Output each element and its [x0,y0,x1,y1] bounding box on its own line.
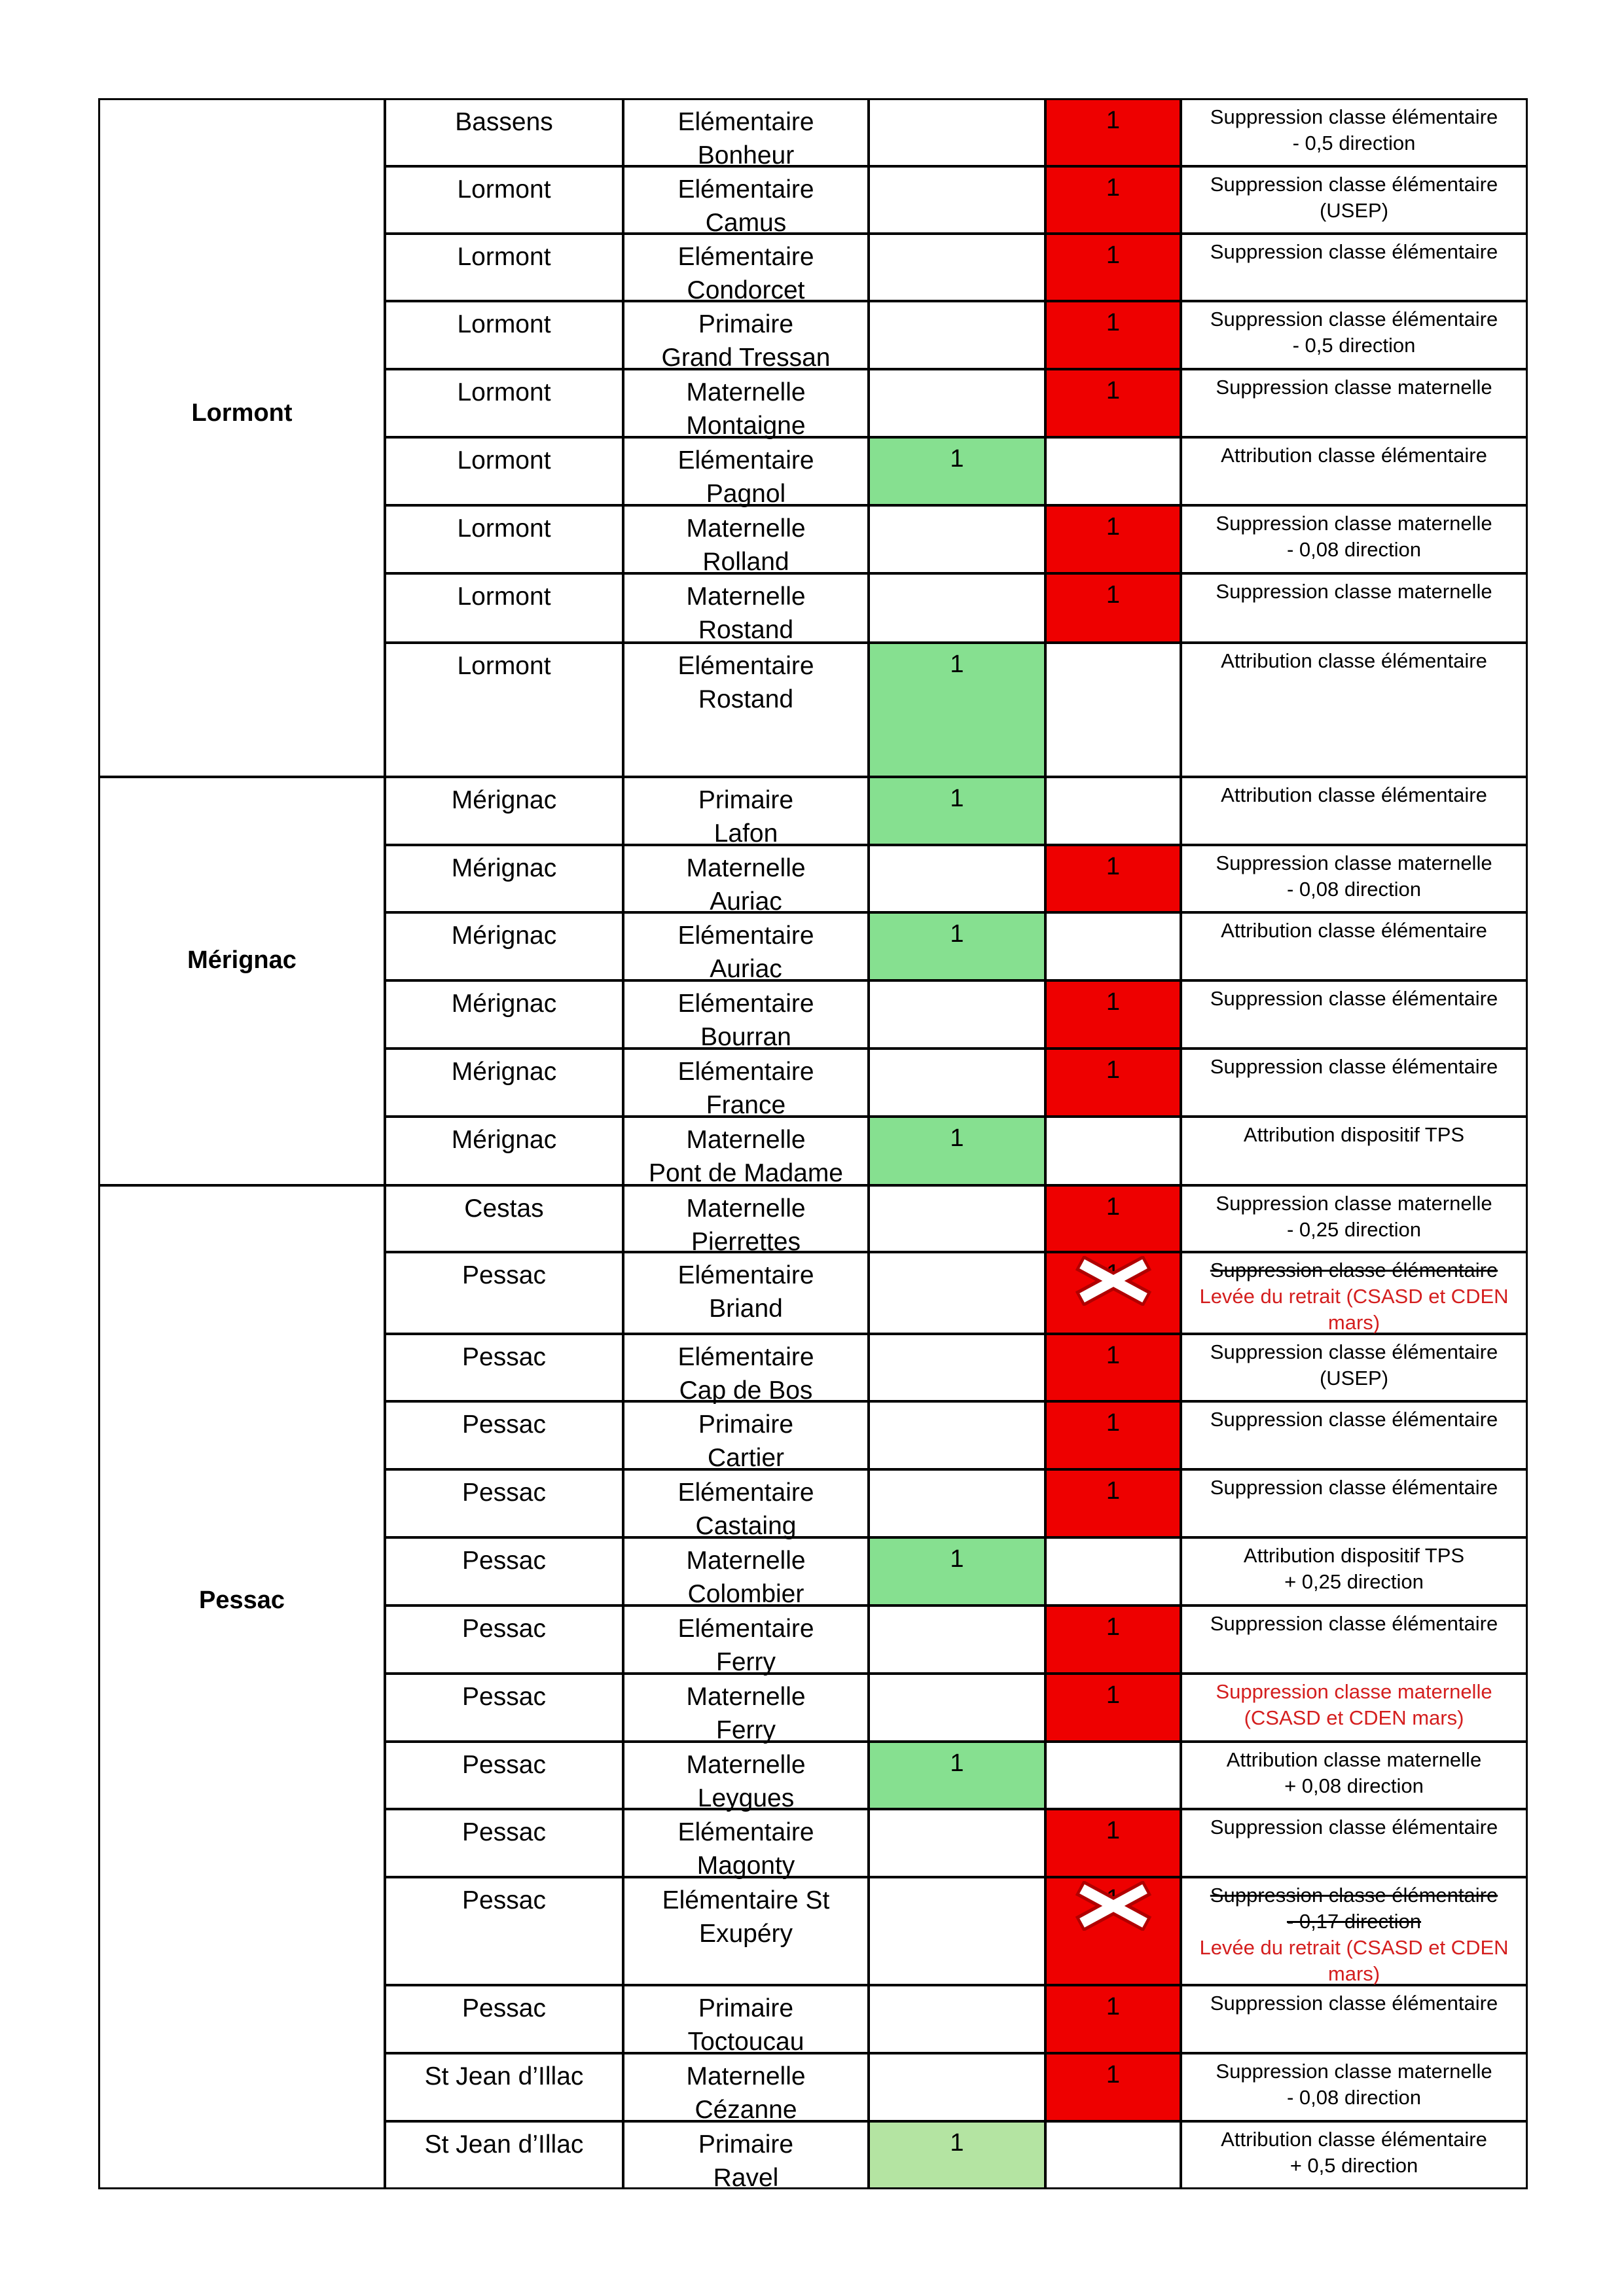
addition-cell [868,1673,1046,1742]
addition-cell [868,233,1046,302]
removal-count: 1 [1106,1342,1121,1369]
removal-cell [1045,1333,1182,1402]
commune-cell [384,166,624,234]
removal-cell [1045,1469,1182,1538]
removal-count: 1 [1106,1817,1121,1844]
school-cell [623,2121,869,2192]
commune-name: Lormont [457,310,551,338]
description-line: Attribution classe élémentaire [1221,919,1487,942]
addition-cell [868,505,1046,574]
addition-cell [868,1741,1046,1810]
commune-name: Mérignac [451,854,557,882]
school-cell [623,776,869,846]
description-text [1182,782,1526,808]
removal-cell [1045,98,1182,167]
description-text [1182,1543,1526,1595]
commune-name: Pessac [462,1683,546,1711]
addition-cell [868,1808,1046,1878]
commune-cell [384,368,624,438]
addition-cell [868,2053,1046,2122]
commune-name: Lormont [457,378,551,406]
removal-cell [1045,1116,1182,1186]
commune-cell [384,642,624,778]
description-cell [1180,844,1528,913]
school-name: Maternelle Pierrettes [686,1194,806,1256]
commune-name: Lormont [457,583,551,611]
commune-name: Pessac [462,1479,546,1507]
addition-count: 1 [950,1124,964,1152]
commune-cell [384,1876,624,1986]
school-cell [623,1116,869,1186]
description-cell [1180,1116,1528,1186]
removal-cell [1045,1876,1182,1986]
school-name: Primaire Toctoucau [687,1994,804,2056]
school-cell [623,505,869,574]
red-note: Suppression classe maternelle (CSASD et CDEN mars) [1216,1680,1492,1729]
school-cell [623,1876,869,1986]
removal-cell [1045,844,1182,913]
school-cell [623,2053,869,2122]
school-name: Maternelle Montaigne [686,378,806,440]
school-cell [623,1251,869,1335]
school-name: Maternelle Ferry [686,1683,806,1744]
commune-name: Lormont [457,652,551,680]
group-label: Pessac [198,1587,285,1614]
removal-count: 1 [1106,1613,1121,1641]
description-line: Suppression classe élémentaire [1210,240,1498,263]
description-text [1182,104,1526,156]
school-name: Elémentaire Condorcet [677,243,814,304]
addition-cell [868,98,1046,167]
removal-cell [1045,1808,1182,1878]
removal-cell [1045,233,1182,302]
description-cell [1180,1605,1528,1674]
description-text [1182,511,1526,563]
removal-cell [1045,1537,1182,1606]
school-cell [623,844,869,916]
addition-cell [868,1401,1046,1470]
description-cell [1180,1808,1528,1878]
commune-cell [384,776,624,846]
addition-cell [868,1605,1046,1674]
school-name: Elémentaire Castaing [677,1479,814,1540]
removal-count: 1 [1106,1993,1121,2020]
description-cell [1180,1537,1528,1606]
description-line: Suppression classe élémentaire [1210,1816,1498,1839]
description-text [1182,1475,1526,1501]
school-cell [623,1808,869,1878]
removal-count: 1 [1106,1056,1121,1084]
description-text [1182,1191,1526,1243]
addition-cell [868,642,1046,778]
school-name: Maternelle Cézanne [686,2062,806,2124]
description-text [1182,239,1526,265]
commune-cell [384,1537,624,1606]
group-cell [98,1185,386,2189]
description-text [1182,1339,1526,1391]
removal-count: 1 [1106,2061,1121,2089]
removal-cell [1045,1741,1182,1810]
commune-cell [384,1401,624,1470]
group-label: Lormont [191,399,293,427]
description-line: Attribution dispositif TPS [1243,1123,1465,1146]
description-line: Suppression classe maternelle - 0,08 direction [1216,2060,1492,2109]
description-text [1182,850,1526,903]
commune-name: Pessac [462,1410,546,1439]
commune-cell [384,844,624,913]
commune-cell [384,2121,624,2189]
removal-cell [1045,1401,1182,1470]
removal-cell [1045,166,1182,234]
removal-cell [1045,1251,1182,1335]
commune-cell [384,98,624,167]
group-label: Mérignac [187,946,297,974]
group-cell [98,98,386,778]
commune-cell [384,1605,624,1674]
commune-cell [384,1673,624,1742]
description-text [1182,1747,1526,1799]
school-cell [623,1469,869,1538]
commune-name: Lormont [457,446,551,475]
description-text [1182,1679,1526,1731]
commune-cell [384,1808,624,1878]
commune-name: Bassens [455,108,553,136]
removal-count: 1 [1106,174,1121,202]
removal-count: 1 [1106,1681,1121,1709]
commune-name: Pessac [462,1261,546,1289]
commune-cell [384,1251,624,1335]
description-line: Suppression classe élémentaire [1210,1476,1498,1499]
removal-count: 1 [1106,1193,1121,1221]
school-cell [623,98,869,170]
school-name: Elémentaire Auriac [677,922,814,983]
addition-cell [868,1469,1046,1538]
addition-count: 1 [950,651,964,678]
removal-count: 1 [1106,853,1121,880]
removal-count: 1 [1106,581,1121,609]
commune-cell [384,2053,624,2122]
description-text [1182,986,1526,1012]
description-cell [1180,573,1528,643]
addition-count: 1 [950,445,964,473]
removal-count: 1 [1106,107,1121,134]
commune-cell [384,300,624,370]
description-line: Suppression classe maternelle [1216,580,1492,603]
removal-cell [1045,776,1182,846]
description-text [1182,306,1526,359]
description-cell [1180,1673,1528,1742]
addition-cell [868,776,1046,846]
removal-cell [1045,1984,1182,2054]
commune-name: Mérignac [451,922,557,950]
addition-count: 1 [950,920,964,948]
removal-cell [1045,573,1182,643]
commune-cell [384,1048,624,1117]
school-name: Elémentaire Ferry [677,1615,814,1676]
school-name: Elémentaire Magonty [677,1818,814,1880]
removal-cell [1045,912,1182,981]
description-text [1182,579,1526,605]
addition-cell [868,2121,1046,2189]
school-cell [623,1185,869,1256]
description-line: Attribution classe élémentaire [1221,649,1487,672]
school-name: Maternelle Leygues [686,1751,806,1812]
school-cell [623,912,869,981]
description-cell [1180,776,1528,846]
removal-cell [1045,642,1182,778]
school-name: Primaire Ravel [698,2130,794,2192]
description-text [1182,1122,1526,1148]
removal-cell [1045,1185,1182,1253]
addition-cell [868,1984,1046,2054]
school-cell [623,642,869,778]
description-cell [1180,1984,1528,2054]
description-text [1182,648,1526,674]
commune-cell [384,233,624,302]
description-cell [1180,1185,1528,1253]
description-cell [1180,2121,1528,2189]
school-name: Elémentaire France [677,1058,814,1119]
removal-cell [1045,2121,1182,2189]
addition-cell [868,912,1046,981]
description-cell [1180,980,1528,1049]
commune-name: Pessac [462,1818,546,1846]
school-cell [623,1048,869,1117]
description-line: Attribution classe maternelle + 0,08 direction [1226,1748,1482,1797]
removal-count: 1 [1106,1409,1121,1437]
description-text [1182,1814,1526,1840]
struck-description: Suppression classe élémentaire [1210,1259,1498,1282]
description-line: Suppression classe élémentaire [1210,987,1498,1010]
school-name: Primaire Lafon [698,786,794,848]
removal-cell [1045,1048,1182,1117]
commune-cell [384,980,624,1049]
description-line: Suppression classe élémentaire - 0,5 direction [1210,105,1498,154]
description-text [1182,1054,1526,1080]
description-cell [1180,2053,1528,2122]
description-text [1182,2058,1526,2111]
description-cell [1180,437,1528,506]
addition-cell [868,437,1046,506]
addition-count: 1 [950,785,964,812]
commune-cell [384,1185,624,1253]
description-cell [1180,642,1528,778]
removal-count: 1 [1106,377,1121,404]
removal-count: 1 [1106,309,1121,336]
school-cell [623,1605,869,1674]
description-text [1182,171,1526,224]
school-name: Elémentaire Rostand [677,652,814,713]
removal-count: 1 [1106,988,1121,1016]
removal-count: 1 [1106,513,1121,541]
description-cell [1180,912,1528,981]
description-text [1182,1611,1526,1637]
school-cell [623,233,869,302]
red-note: Levée du retrait (CSASD et CDEN mars) [1199,1936,1509,1985]
description-cell [1180,368,1528,438]
description-line: Attribution classe élémentaire + 0,5 direction [1221,2128,1487,2177]
school-name: Maternelle Colombier [686,1547,806,1608]
school-name: Elémentaire Bourran [677,990,814,1051]
description-line: Suppression classe élémentaire [1210,1612,1498,1635]
description-cell [1180,1401,1528,1470]
removal-cell [1045,368,1182,438]
commune-name: Cestas [464,1194,544,1223]
commune-name: Lormont [457,175,551,204]
description-line: Suppression classe maternelle [1216,376,1492,399]
addition-cell [868,368,1046,438]
description-cell [1180,1469,1528,1538]
commune-name: Pessac [462,1994,546,2022]
description-line: Suppression classe maternelle - 0,08 direction [1216,852,1492,901]
description-line: Suppression classe élémentaire [1210,1055,1498,1078]
description-line: Attribution classe élémentaire [1221,444,1487,467]
description-line: Suppression classe maternelle - 0,08 direction [1216,512,1492,561]
removal-cell [1045,437,1182,506]
removal-count: 1 [1106,1477,1121,1505]
commune-name: Pessac [462,1343,546,1371]
school-cell [623,980,869,1049]
description-line: Attribution dispositif TPS + 0,25 direction [1243,1544,1465,1593]
addition-cell [868,1876,1046,1986]
addition-cell [868,1116,1046,1186]
description-line: Suppression classe élémentaire (USEP) [1210,1340,1498,1390]
description-text [1182,2126,1526,2179]
school-name: Primaire Cartier [698,1410,794,1472]
description-text [1182,918,1526,944]
description-text [1182,374,1526,401]
commune-cell [384,573,624,643]
description-cell [1180,1876,1528,1986]
school-name: Maternelle Rolland [686,514,806,576]
commune-name: Mérignac [451,1126,557,1154]
addition-cell [868,573,1046,643]
commune-name: St Jean d’Illac [424,2130,584,2159]
commune-name: Pessac [462,1886,546,1914]
description-line: Suppression classe élémentaire [1210,1408,1498,1431]
description-cell [1180,98,1528,167]
description-line: Attribution classe élémentaire [1221,783,1487,806]
cancel-x-icon [1074,1256,1153,1306]
commune-name: Lormont [457,514,551,543]
commune-name: Mérignac [451,1058,557,1086]
commune-cell [384,437,624,506]
commune-name: Pessac [462,1615,546,1643]
school-name: Elémentaire Pagnol [677,446,814,508]
commune-cell [384,1984,624,2054]
cancel-x-icon [1074,1881,1153,1931]
description-line: Suppression classe élémentaire - 0,5 direction [1210,308,1498,357]
addition-count: 1 [950,2129,964,2157]
school-name: Elémentaire Cap de Bos [677,1343,814,1405]
removal-cell [1045,980,1182,1049]
commune-name: Lormont [457,243,551,271]
commune-cell [384,505,624,574]
addition-count: 1 [950,1749,964,1777]
school-name: Primaire Grand Tressan [661,310,831,372]
removal-cell [1045,300,1182,370]
school-cell [623,1741,869,1810]
addition-cell [868,166,1046,234]
addition-cell [868,1185,1046,1253]
school-name: Elémentaire Briand [677,1261,814,1323]
description-text [1182,1257,1526,1336]
removal-count: 1 [1106,242,1121,269]
addition-count: 1 [950,1545,964,1573]
removal-cell [1045,2053,1182,2122]
description-text [1182,1882,1526,1987]
description-text [1182,442,1526,469]
school-name: Elémentaire Camus [677,175,814,237]
description-cell [1180,1048,1528,1117]
red-note: Levée du retrait (CSASD et CDEN mars) [1199,1285,1509,1334]
struck-description: Suppression classe élémentaire - 0,17 direction [1210,1884,1498,1933]
description-line: Suppression classe élémentaire (USEP) [1210,173,1498,222]
commune-cell [384,1741,624,1810]
addition-cell [868,1048,1046,1117]
description-cell [1180,1741,1528,1810]
school-cell [623,1401,869,1470]
commune-name: Pessac [462,1547,546,1575]
addition-cell [868,300,1046,370]
description-line: Suppression classe élémentaire [1210,1992,1498,2015]
commune-cell [384,1333,624,1402]
addition-cell [868,1537,1046,1606]
addition-cell [868,844,1046,913]
description-text [1182,1990,1526,2017]
school-name: Maternelle Auriac [686,854,806,916]
commune-name: Pessac [462,1751,546,1779]
commune-cell [384,1116,624,1186]
school-name: Elémentaire Bonheur [677,108,814,170]
commune-name: St Jean d’Illac [424,2062,584,2090]
description-cell [1180,1251,1528,1335]
school-cell [623,573,869,643]
group-cell [98,776,386,1186]
description-cell [1180,1333,1528,1402]
school-cell [623,1984,869,2054]
description-cell [1180,300,1528,370]
addition-cell [868,980,1046,1049]
description-cell [1180,233,1528,302]
school-cell [623,368,869,438]
school-cell [623,300,869,370]
commune-name: Mérignac [451,786,557,814]
school-cell [623,437,869,506]
school-name: Maternelle Pont de Madame [648,1126,843,1187]
school-name: Maternelle Rostand [686,583,806,644]
school-cell [623,1537,869,1606]
school-name: Elémentaire St Exupéry [662,1886,830,1948]
addition-cell [868,1333,1046,1402]
commune-cell [384,912,624,981]
commune-cell [384,1469,624,1538]
addition-cell [868,1251,1046,1335]
commune-name: Mérignac [451,990,557,1018]
removal-cell [1045,1605,1182,1674]
description-line: Suppression classe maternelle - 0,25 direction [1216,1192,1492,1241]
school-cell [623,1333,869,1405]
removal-cell [1045,505,1182,574]
description-cell [1180,166,1528,234]
description-text [1182,1407,1526,1433]
description-cell [1180,505,1528,574]
removal-cell [1045,1673,1182,1742]
school-cell [623,1673,869,1742]
school-cell [623,166,869,237]
